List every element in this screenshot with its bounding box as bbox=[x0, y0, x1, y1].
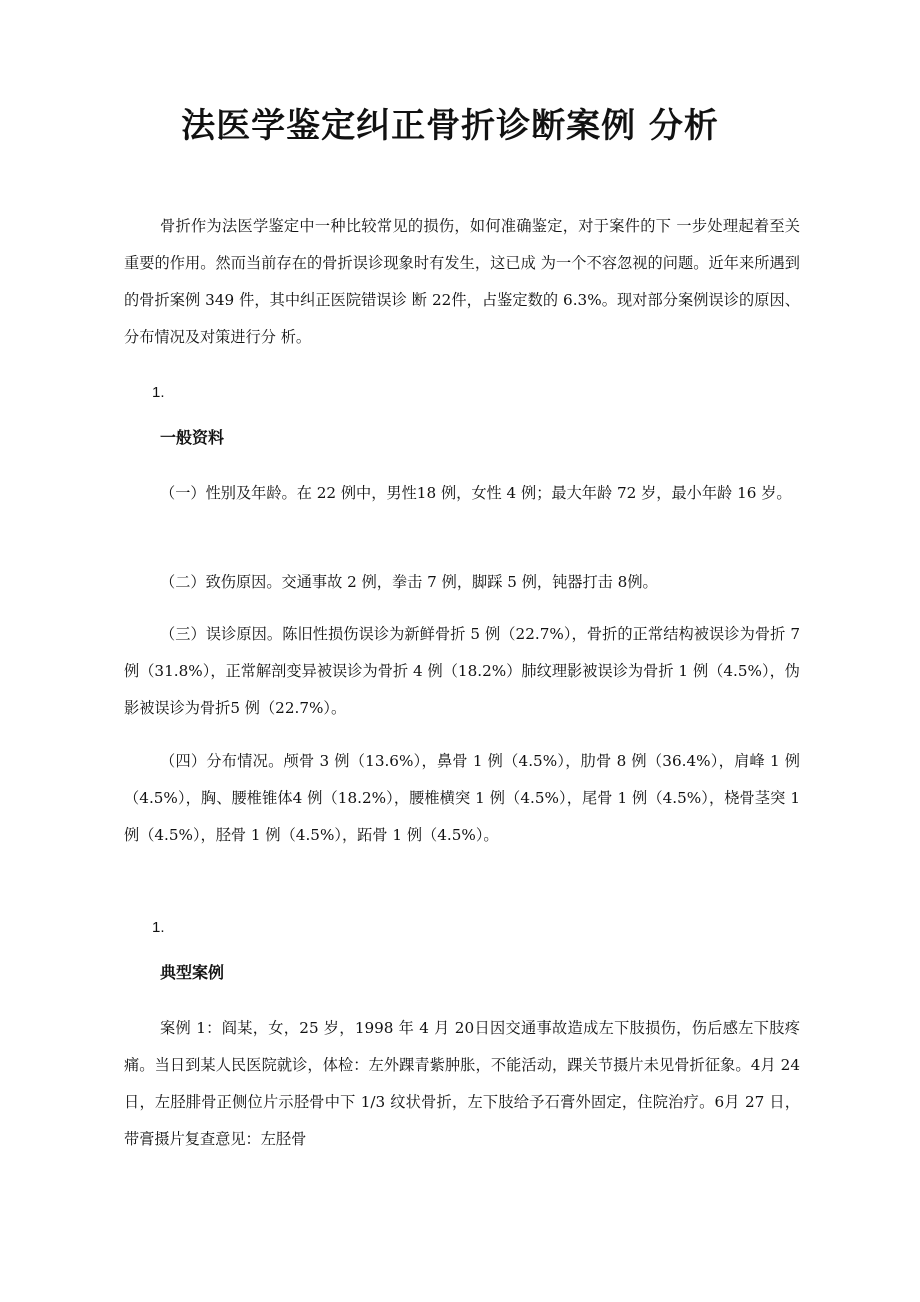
section-number: 1. bbox=[152, 384, 165, 401]
item-distribution: （四）分布情况。颅骨 3 例（13.6%），鼻骨 1 例（4.5%），肋骨 8 例（36.4%），肩峰 1 例（4.5%），胸、腰椎锥体4 例（18.2%），腰椎横突 1 例（4.5%），尾骨 1 例（4.5%），桡骨茎突 1 例（4.5%），胫骨 1 例（4.5%），跖骨 1 例（4.5%）。 bbox=[124, 752, 800, 844]
section-heading-typical-cases: 典型案例 bbox=[160, 963, 225, 982]
section-number: 1. bbox=[152, 919, 165, 936]
document-title: 法医学鉴定纠正骨折诊断案例 分析 bbox=[181, 106, 719, 146]
section-heading-general-info: 一般资料 bbox=[160, 428, 225, 447]
item-gender-age: （一）性别及年龄。在 22 例中，男性18 例，女性 4 例；最大年龄 72 岁，最小年龄 16 岁。 bbox=[160, 484, 792, 502]
intro-paragraph: 骨折作为法医学鉴定中一种比较常见的损伤，如何准确鉴定，对于案件的下 一步处理起着至关重要的作用。然而当前存在的骨折误诊现象时有发生，这已成 为一个不容忽视的问题。近年来所遇到的骨折案例 349 件，其中纠正医院错误诊 断 22件，占鉴定数的 6.3%。现对部分案例误诊的原因、分布情况及对策进行分 析。 bbox=[124, 217, 800, 346]
case-1-paragraph: 案例 1：阎某，女，25 岁，1998 年 4 月 20日因交通事故造成左下肢损伤，伤后感左下肢疼痛。当日到某人民医院就诊，体检：左外踝青紫肿胀，不能活动，踝关节摄片未见骨折征象。4月 24 日，左胫腓骨正侧位片示胫骨中下 1/3 纹状骨折，左下肢给予石膏外固定，住院治疗。6月 27 日，带膏摄片复查意见：左胫骨 bbox=[124, 1019, 800, 1148]
item-misdiagnosis-cause: （三）误诊原因。陈旧性损伤误诊为新鲜骨折 5 例（22.7%），骨折的正常结构被误诊为骨折 7 例（31.8%），正常解剖变异被误诊为骨折 4 例（18.2%）肺纹理影被误诊为骨折 1 例（4.5%），伪影被误诊为骨折5 例（22.7%）。 bbox=[124, 625, 800, 717]
item-injury-cause: （二）致伤原因。交通事故 2 例，拳击 7 例，脚踩 5 例，钝器打击 8例。 bbox=[160, 573, 658, 591]
